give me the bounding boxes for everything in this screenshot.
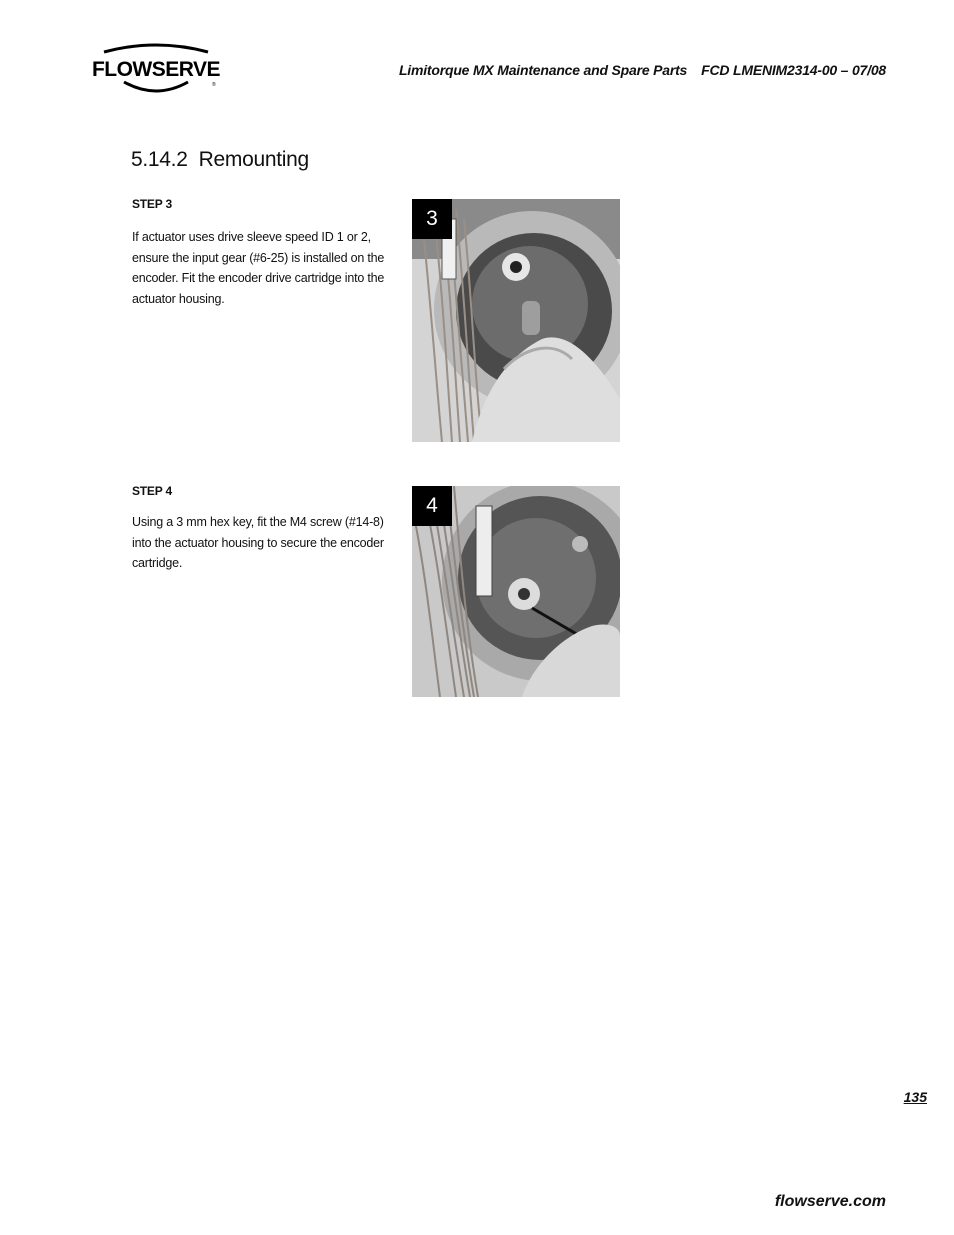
- page-number: 135: [903, 1089, 927, 1105]
- step-4-label: STEP 4: [132, 484, 172, 498]
- flowserve-logo: [86, 40, 226, 96]
- running-header: [380, 62, 886, 78]
- section-title: 5.14.2 Remounting: [131, 148, 309, 171]
- doc-title: Limitorque MX Maintenance and Spare Parts: [398, 62, 688, 78]
- step-3-label: STEP 3: [132, 197, 172, 211]
- step-4-text: Using a 3 mm hex key, fit the M4 screw (#14-8) into the actuator housing to secure the encoder cartridge.: [132, 515, 384, 570]
- step-3-photo: [412, 199, 620, 442]
- step-3-text: If actuator uses drive sleeve speed ID 1 or 2, ensure the input gear (#6-25) is installed on the encoder. Fit the encoder drive cartridge into the actuator housing.: [132, 230, 385, 306]
- footer-url[interactable]: flowserve.com: [774, 1193, 886, 1210]
- step-4-photo: [412, 486, 620, 697]
- doc-code: FCD LMENIM2314-00 – 07/08: [701, 62, 886, 78]
- svg-text:®: ®: [212, 82, 216, 88]
- svg-text:FLOWSERVE: FLOWSERVE: [91, 58, 221, 81]
- figure-4-badge: 4: [412, 486, 452, 526]
- figure-3-badge: 3: [412, 199, 452, 239]
